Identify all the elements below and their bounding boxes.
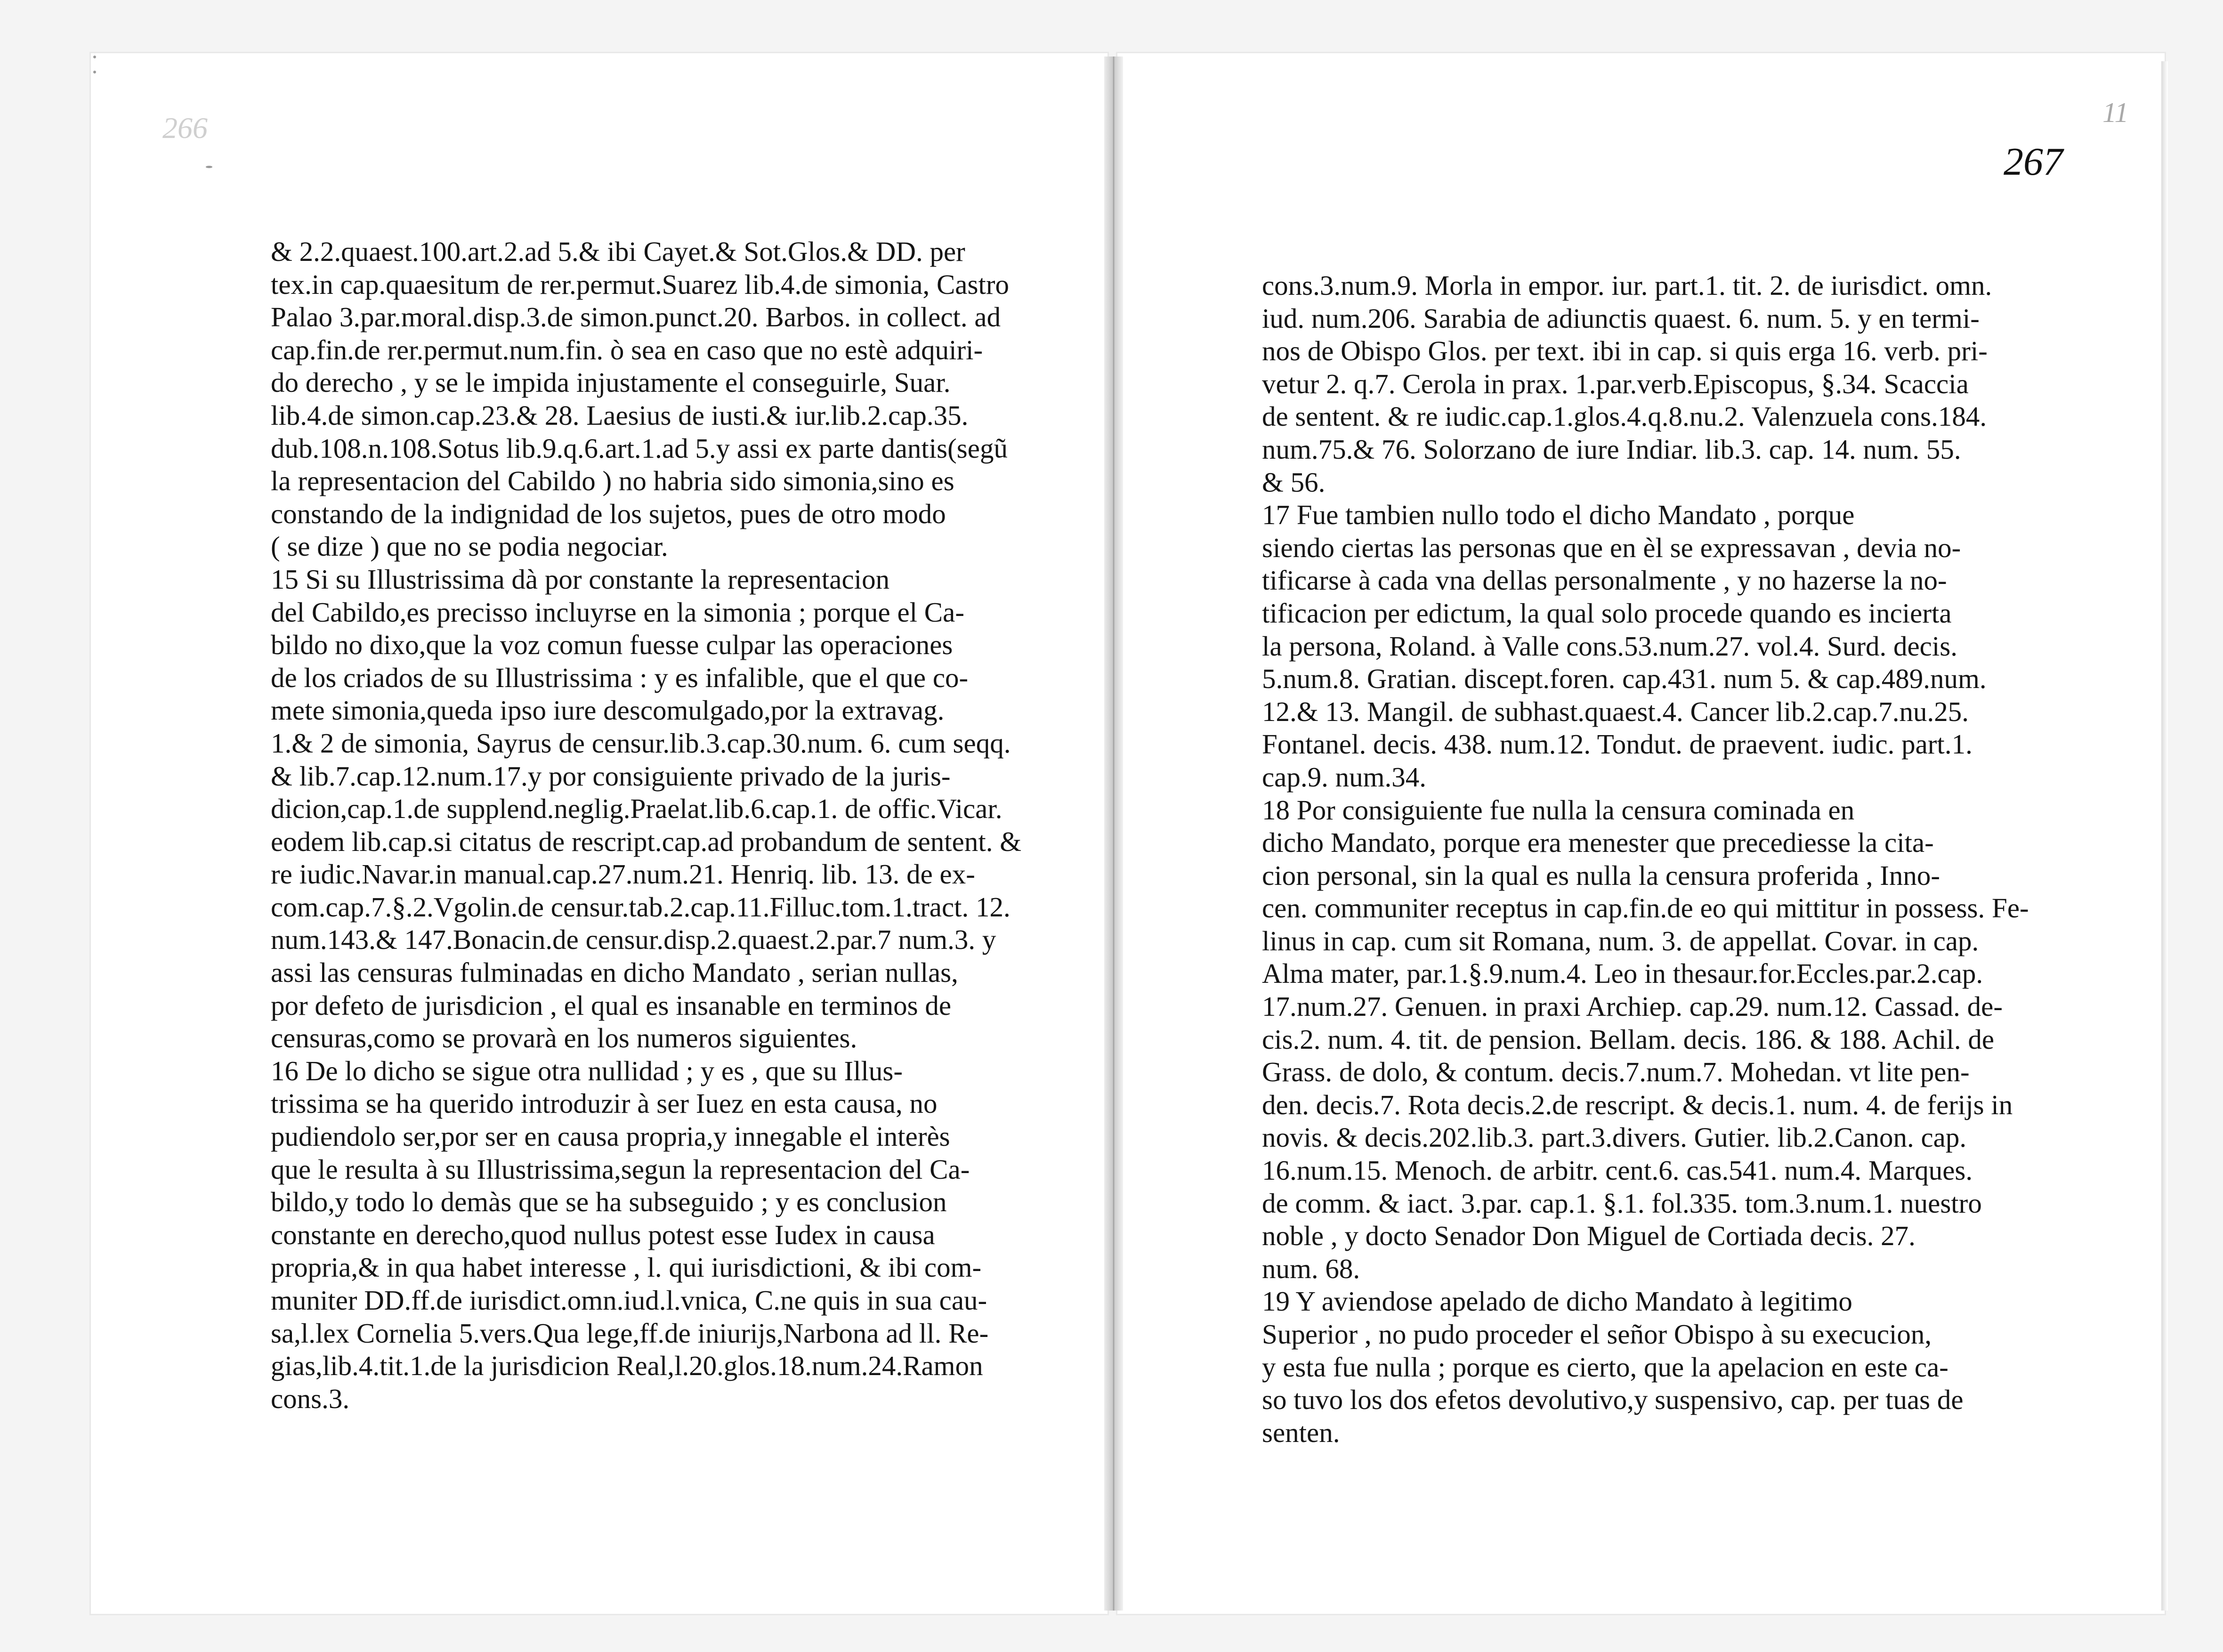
text-line: & 56. [1262, 466, 1326, 498]
text-line: 18 Por consiguiente fue nulla la censura cominada en [1262, 794, 1855, 826]
left-faint-page-number: 266 [162, 111, 208, 145]
text-line: num. 68. [1262, 1253, 1360, 1284]
text-line: dub.108.n.108.Sotus lib.9.q.6.art.1.ad 5.y assi ex parte dantis(segũ [271, 432, 1008, 464]
right-text-block [1262, 269, 2029, 1449]
text-line: num.75.& 76. Solorzano de iure Indiar. lib.3. cap. 14. num. 55. [1262, 433, 1961, 465]
text-line: do derecho , y se le impida injustamente el conseguirle, Suar. [271, 367, 951, 398]
text-line: 16 De lo dicho se sigue otra nullidad ; y es , que su Illus- [271, 1055, 903, 1086]
text-line: den. decis.7. Rota decis.2.de rescript. & decis.1. num. 4. de ferijs in [1262, 1089, 2013, 1120]
text-line: noble , y docto Senador Don Miguel de Cortiada decis. 27. [1262, 1220, 1916, 1252]
text-line: la representacion del Cabildo ) no habria sido simonia,sino es [271, 465, 954, 497]
text-line: cap.9. num.34. [1262, 761, 1427, 793]
text-line: bildo no dixo,que la voz comun fuesse culpar las operaciones [271, 629, 953, 661]
scan-speck [93, 56, 96, 58]
text-line: 5.num.8. Gratian. discept.foren. cap.431. num 5. & cap.489.num. [1262, 663, 1987, 695]
scan-speck [93, 71, 96, 73]
text-line: propria,& in qua habet interesse , l. qui iurisdictioni, & ibi com- [271, 1252, 982, 1283]
text-line: vetur 2. q.7. Cerola in prax. 1.par.verb.Episcopus, §.34. Scaccia [1262, 368, 1969, 399]
text-line: pudiendolo ser,por ser en causa propria,y innegable el interès [271, 1121, 950, 1152]
text-line: & 2.2.quaest.100.art.2.ad 5.& ibi Cayet.& Sot.Glos.& DD. per [271, 236, 965, 267]
text-line: senten. [1262, 1417, 1340, 1448]
text-line: nos de Obispo Glos. per text. ibi in cap. si quis erga 16. verb. pri- [1262, 335, 1988, 367]
text-line: cap.fin.de rer.permut.num.fin. ò sea en caso que no estè adquiri- [271, 334, 983, 365]
text-line: Grass. de dolo, & contum. decis.7.num.7. Mohedan. vt lite pen- [1262, 1056, 1970, 1088]
text-line: dicho Mandato, porque era menester que precediesse la cita- [1262, 827, 1934, 858]
text-line: tificacion per edictum, la qual solo procede quando es incierta [1262, 597, 1952, 629]
text-line: & lib.7.cap.12.num.17.y por consiguiente privado de la juris- [271, 760, 951, 792]
right-page-number: 267 [2004, 140, 2063, 184]
text-line: com.cap.7.§.2.Vgolin.de censur.tab.2.cap.11.Filluc.tom.1.tract. 12. [271, 891, 1010, 923]
text-line: Superior , no pudo proceder el señor Obispo à su execucion, [1262, 1319, 1932, 1350]
text-line: iud. num.206. Sarabia de adiunctis quaest. 6. num. 5. y en termi- [1262, 302, 1980, 334]
text-line: cion personal, sin la qual es nulla la censura proferida , Inno- [1262, 859, 1940, 891]
text-line: 12.& 13. Mangil. de subhast.quaest.4. Cancer lib.2.cap.7.nu.25. [1262, 696, 1969, 727]
text-line: constante en derecho,quod nullus potest esse Iudex in causa [271, 1219, 935, 1250]
text-line: constando de la indignidad de los sujetos, pues de otro modo [271, 498, 946, 529]
text-line: dicion,cap.1.de supplend.neglig.Praelat.lib.6.cap.1. de offic.Vicar. [271, 793, 1002, 825]
text-line: gias,lib.4.tit.1.de la jurisdicion Real,l.20.glos.18.num.24.Ramon [271, 1350, 983, 1382]
text-line: de los criados de su Illustrissima : y es infalible, que el que co- [271, 662, 969, 693]
text-line: tificarse à cada vna dellas personalmente , y no hazerse la no- [1262, 565, 1947, 596]
text-line: mete simonia,queda ipso iure descomulgado,por la extravag. [271, 695, 945, 726]
text-line: tex.in cap.quaesitum de rer.permut.Suarez lib.4.de simonia, Castro [271, 268, 1009, 300]
text-line: assi las censuras fulminadas en dicho Mandato , serian nullas, [271, 957, 958, 988]
text-line: cen. communiter receptus in cap.fin.de eo qui mittitur in possess. Fe- [1262, 892, 2029, 924]
text-line: re iudic.Navar.in manual.cap.27.num.21. Henriq. lib. 13. de ex- [271, 858, 975, 890]
text-line: lib.4.de simon.cap.23.& 28. Laesius de iusti.& iur.lib.2.cap.35. [271, 399, 969, 431]
text-line: 19 Y aviendose apelado de dicho Mandato à legitimo [1262, 1286, 1852, 1317]
text-line: cons.3.num.9. Morla in empor. iur. part.1. tit. 2. de iurisdict. omn. [1262, 270, 1992, 301]
text-line: 1.& 2 de simonia, Sayrus de censur.lib.3.cap.30.num. 6. cum seqq. [271, 727, 1011, 759]
book-gutter [1104, 57, 1123, 1611]
text-line: eodem lib.cap.si citatus de rescript.cap.ad probandum de sentent. & [271, 826, 1022, 857]
text-line: Fontanel. decis. 438. num.12. Tondut. de praevent. iudic. part.1. [1262, 729, 1972, 760]
text-line: sa,l.lex Cornelia 5.vers.Qua lege,ff.de iniurijs,Narbona ad ll. Re- [271, 1317, 989, 1349]
text-line: por defeto de jurisdicion , el qual es insanable en terminos de [271, 989, 952, 1021]
text-line: ( se dize ) que no se podia negociar. [271, 531, 668, 562]
text-line: de comm. & iact. 3.par. cap.1. §.1. fol.335. tom.3.num.1. nuestro [1262, 1187, 1982, 1219]
text-line: cis.2. num. 4. tit. de pension. Bellam. decis. 186. & 188. Achil. de [1262, 1023, 1995, 1055]
text-line: Palao 3.par.moral.disp.3.de simon.punct.20. Barbos. in collect. ad [271, 301, 1001, 333]
text-line: bildo,y todo lo demàs que se ha subseguido ; y es conclusion [271, 1186, 947, 1218]
text-line: 15 Si su Illustrissima dà por constante la representacion [271, 563, 890, 595]
text-line: siendo ciertas las personas que en èl se expressavan , devia no- [1262, 532, 1961, 563]
left-text-block [271, 235, 1022, 1415]
text-line: la persona, Roland. à Valle cons.53.num.27. vol.4. Surd. decis. [1262, 630, 1957, 662]
text-line: y esta fue nulla ; porque es cierto, que la apelacion en este ca- [1262, 1351, 1948, 1383]
text-line: censuras,como se provarà en los numeros siguientes. [271, 1022, 857, 1054]
text-line: num.143.& 147.Bonacin.de censur.disp.2.quaest.2.par.7 num.3. y [271, 924, 996, 956]
text-line: 17.num.27. Genuen. in praxi Archiep. cap.29. num.12. Cassad. de- [1262, 991, 2003, 1022]
text-line: Alma mater, par.1.§.9.num.4. Leo in thesaur.for.Eccles.par.2.cap. [1262, 958, 1983, 989]
text-line: novis. & decis.202.lib.3. part.3.divers. Gutier. lib.2.Canon. cap. [1262, 1122, 1967, 1153]
scan-speck [206, 166, 212, 168]
text-line: del Cabildo,es precisso incluyrse en la simonia ; porque el Ca- [271, 596, 964, 628]
text-line: 16.num.15. Menoch. de arbitr. cent.6. cas.541. num.4. Marques. [1262, 1155, 1973, 1186]
text-line: que le resulta à su Illustrissima,segun la representacion del Ca- [271, 1153, 970, 1185]
margin-mark: 11 [2102, 97, 2129, 128]
text-line: de sentent. & re iudic.cap.1.glos.4.q.8.nu.2. Valenzuela cons.184. [1262, 401, 1987, 432]
text-line: trissima se ha querido introduzir à ser Iuez en esta causa, no [271, 1088, 938, 1119]
text-line: muniter DD.ff.de iurisdict.omn.iud.l.vnica, C.ne quis in sua cau- [271, 1285, 987, 1316]
text-line: linus in cap. cum sit Romana, num. 3. de appellat. Covar. in cap. [1262, 925, 1979, 956]
page-edge [2161, 61, 2168, 1611]
text-line: 17 Fue tambien nullo todo el dicho Mandato , porque [1262, 499, 1855, 531]
text-line: so tuvo los dos efetos devolutivo,y suspensivo, cap. per tuas de [1262, 1384, 1964, 1416]
text-line: cons.3. [271, 1383, 350, 1414]
